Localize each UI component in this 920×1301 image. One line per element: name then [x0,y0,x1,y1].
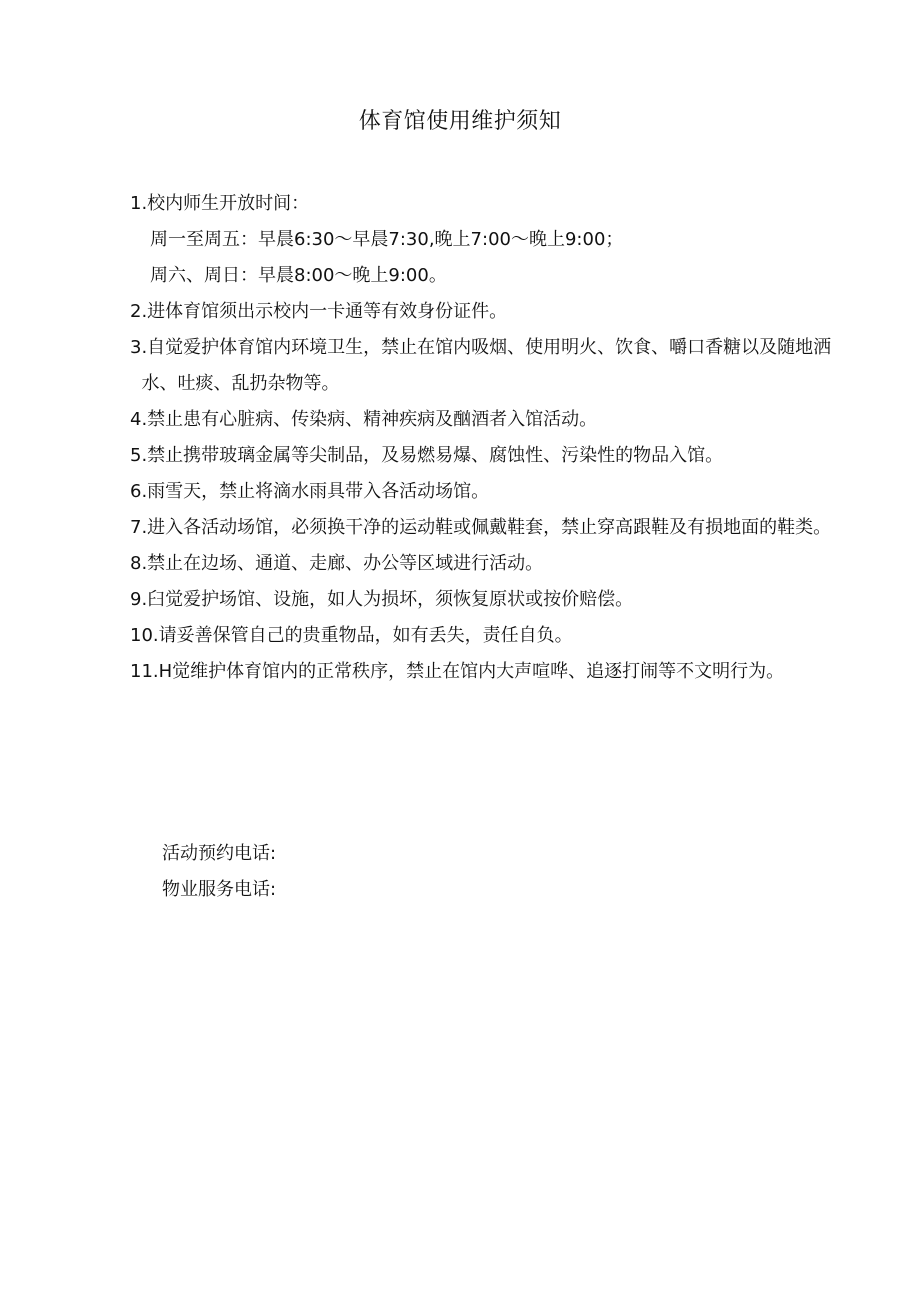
rule-text: .进体育馆须出示校内一卡通等有效身份证件。 [141,301,508,322]
rule-item [130,474,840,510]
rule-text: .请妥善保管自己的贵重物品，如有丢失，责任自负。 [152,625,573,646]
rule-number: 7 [130,517,142,538]
rule-number: 9 [130,589,142,610]
rule-text: .禁止携带玻璃金属等尖制品，及易燃易爆、腐蚀性、污染性的物品入馆。 [141,445,724,466]
rule-text: .H觉维护体育馆内的正常秩序，禁止在馆内大声喧哗、追逐打闹等不文明行为。 [152,661,785,682]
rule-number: 8 [130,553,142,574]
weekday-hours: 周一至周五：早晨6:30～早晨7:30,晚上7:00～晚上9:00； [150,229,624,250]
booking-phone-label: 活动预约电话: [162,843,277,864]
rule-item [130,618,840,654]
document-title: 体育馆使用维护须知 [358,109,562,134]
rule-item [130,402,840,438]
rule-item [130,510,840,546]
rules-list [130,186,840,690]
property-phone-label: 物业服务电话: [162,879,277,900]
rule-item [130,582,840,618]
opening-hours-heading: 1.校内师生开放时间： [130,193,310,214]
rule-item [130,654,840,690]
rule-number: 4 [130,409,142,430]
rule-text: .臼觉爱护场馆、设施，如人为损坏，须恢复原状或按价赔偿。 [141,589,634,610]
rule-item [130,294,840,330]
rule-number: 5 [130,445,142,466]
rule-item [130,438,840,474]
rule-number: 6 [130,481,142,502]
contact-section [162,836,276,908]
rule-number: 10 [130,625,153,646]
weekend-hours: 周六、周日：早晨8:00～晚上9:00。 [150,265,447,286]
rule-text: .自觉爱护体育馆内环境卫生，禁止在馆内吸烟、使用明火、饮食、嚼口香糖以及随地洒水、吐痰、乱扔杂物等。 [141,337,832,394]
rule-text: .雨雪天，禁止将滴水雨具带入各活动场馆。 [141,481,490,502]
rule-number: 3 [130,337,142,358]
rule-number: 2 [130,301,142,322]
rule-text: .禁止患有心脏病、传染病、精神疾病及酗酒者入馆活动。 [141,409,598,430]
rule-text: .禁止在边场、通道、走廊、办公等区域进行活动。 [141,553,544,574]
rule-item [130,546,840,582]
rule-number: 11 [130,661,153,682]
rule-item [130,330,840,402]
rule-text: .进入各活动场馆，必须换干净的运动鞋或佩戴鞋套，禁止穿高跟鞋及有损地面的鞋类。 [141,517,832,538]
